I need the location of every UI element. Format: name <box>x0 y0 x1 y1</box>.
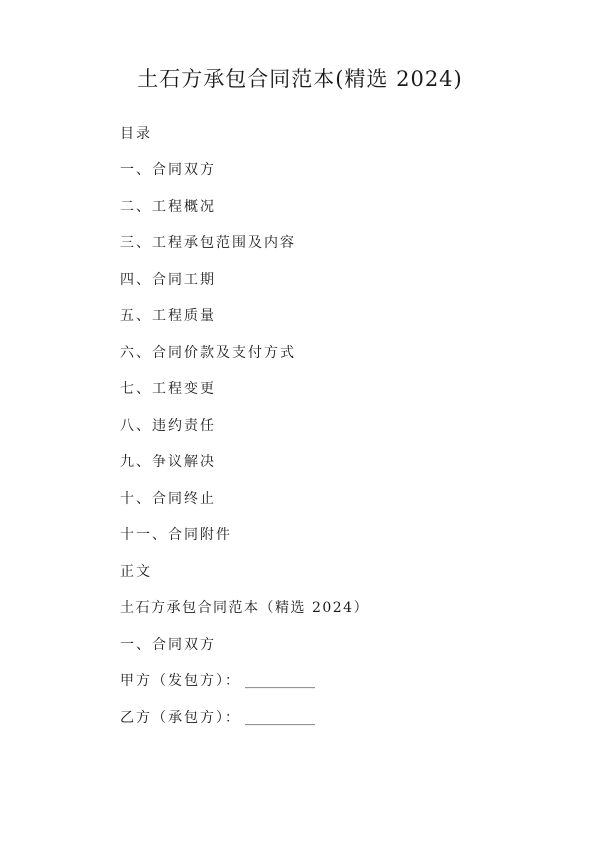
toc-heading: 目录 <box>120 126 152 142</box>
section-heading: 一、合同双方 <box>120 637 216 653</box>
body-heading: 正文 <box>120 564 152 580</box>
toc-item: 九、争议解决 <box>120 454 216 470</box>
toc-item: 七、工程变更 <box>120 381 216 397</box>
party-b-label: 乙方（承包方）： <box>120 710 241 726</box>
toc-item: 二、工程概况 <box>120 199 216 215</box>
toc-item: 三、工程承包范围及内容 <box>120 235 296 251</box>
body-title: 土石方承包合同范本（精选 2024） <box>120 600 370 616</box>
toc-item: 五、工程质量 <box>120 308 216 324</box>
toc-item: 八、违约责任 <box>120 418 216 434</box>
toc-item: 四、合同工期 <box>120 272 216 288</box>
party-a-blank: __________ <box>245 673 315 689</box>
party-b-blank: __________ <box>245 710 315 726</box>
toc-item: 十、合同终止 <box>120 491 216 507</box>
toc-item: 十一、合同附件 <box>120 527 232 543</box>
party-a-label: 甲方（发包方）： <box>120 673 241 689</box>
toc-item: 一、合同双方 <box>120 162 216 178</box>
toc-item: 六、合同价款及支付方式 <box>120 345 296 361</box>
party-a-field <box>120 671 315 691</box>
party-b-field <box>120 708 315 728</box>
document-title: 土石方承包合同范本(精选 2024) <box>137 67 463 91</box>
